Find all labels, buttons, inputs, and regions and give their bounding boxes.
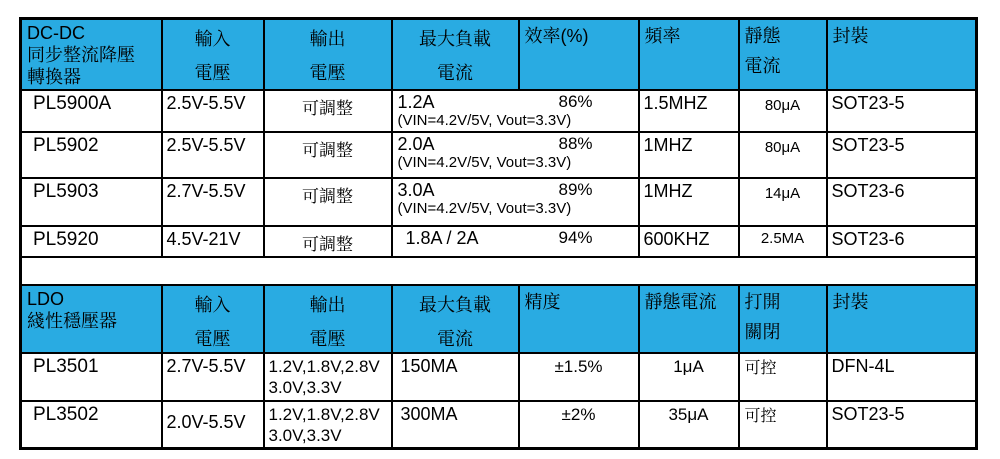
header-line: 頻率 [644, 26, 681, 46]
header-line: 輸入 [194, 29, 231, 49]
header-line: 靜態 [744, 26, 781, 46]
part-cell: PL5900A [21, 90, 162, 132]
ldo-header-package [827, 285, 977, 353]
efficiency-value: 86% [558, 92, 593, 111]
header-line: 電壓 [309, 329, 346, 349]
table-row [21, 178, 977, 226]
part-cell: PL5903 [21, 178, 162, 226]
max-load-cell: 300MA [392, 401, 519, 449]
header-line: 效率(%) [524, 26, 589, 46]
test-condition: (VIN=4.2V/5V, Vout=3.3V) [397, 154, 572, 171]
dcdc-title-cell [21, 19, 162, 91]
output-voltage-line: 1.2V,1.8V,2.8V [268, 405, 380, 424]
spacer-row [21, 257, 977, 285]
max-load-value: 1.8A / 2A [405, 228, 479, 248]
header-line: 電流 [744, 56, 781, 76]
output-voltage-cell: 可調整 [264, 178, 392, 226]
efficiency-value: 88% [558, 134, 593, 153]
onoff-cell: 可控 [739, 353, 827, 401]
max-load-cell: 150MA [392, 353, 519, 401]
header-line: 輸入 [194, 295, 231, 315]
input-voltage-cell: 2.5V-5.5V [162, 90, 264, 132]
dcdc-title-line1: DC-DC [27, 23, 85, 43]
part-cell: PL3501 [21, 353, 162, 401]
output-voltage-cell [264, 401, 392, 449]
max-load-value: 1.2A [397, 92, 435, 112]
header-line: 電流 [437, 63, 473, 83]
input-voltage-cell: 2.5V-5.5V [162, 132, 264, 178]
dcdc-title-line3: 轉換器 [27, 67, 81, 87]
dcdc-header-output-voltage [264, 19, 392, 91]
test-condition: (VIN=4.2V/5V, Vout=3.3V) [397, 200, 572, 217]
header-line: 電壓 [194, 329, 231, 349]
ldo-header-quiescent-current [639, 285, 739, 353]
load-line [398, 228, 634, 248]
max-load-value: 3.0A [397, 180, 435, 200]
quiescent-current-cell: 2.5MA [739, 226, 827, 257]
table-row [21, 90, 977, 132]
accuracy-cell: ±2% [519, 401, 639, 449]
output-voltage-line: 3.0V,3.3V [268, 378, 342, 397]
package-cell: SOT23-5 [827, 132, 977, 178]
ldo-header-onoff [739, 285, 827, 353]
table-row [21, 353, 977, 401]
package-cell: DFN-4L [827, 353, 977, 401]
header-line: 封裝 [832, 292, 869, 312]
ldo-header-output-voltage [264, 285, 392, 353]
load-efficiency-cell [392, 132, 639, 178]
input-voltage-cell: 4.5V-21V [162, 226, 264, 257]
accuracy-cell: ±1.5% [519, 353, 639, 401]
quiescent-current-cell: 1μA [639, 353, 739, 401]
ldo-title-cell [21, 285, 162, 353]
package-cell: SOT23-6 [827, 226, 977, 257]
ldo-header-accuracy [519, 285, 639, 353]
output-voltage-cell: 可調整 [264, 132, 392, 178]
dcdc-header-package [827, 19, 977, 91]
output-voltage-line: 3.0V,3.3V [268, 426, 342, 445]
input-voltage-cell: 2.7V-5.5V [162, 178, 264, 226]
test-condition: (VIN=4.2V/5V, Vout=3.3V) [397, 112, 572, 129]
part-cell: PL5902 [21, 132, 162, 178]
table-row [21, 401, 977, 449]
output-voltage-line: 1.2V,1.8V,2.8V [268, 357, 380, 376]
spacer-cell [21, 257, 977, 285]
ldo-title-line1: LDO [27, 289, 65, 309]
header-line: 靜態電流 [644, 292, 717, 312]
dcdc-header-frequency [639, 19, 739, 91]
dcdc-header-quiescent-current [739, 19, 827, 91]
ldo-header-input-voltage [162, 285, 264, 353]
header-line: 關閉 [744, 322, 781, 342]
part-cell: PL3502 [21, 401, 162, 449]
efficiency-value: 94% [558, 228, 593, 247]
load-line [398, 180, 634, 200]
onoff-cell: 可控 [739, 401, 827, 449]
load-efficiency-cell [392, 90, 639, 132]
header-line: 封裝 [832, 26, 869, 46]
output-voltage-cell: 可調整 [264, 226, 392, 257]
quiescent-current-cell: 14μA [739, 178, 827, 226]
load-line [398, 92, 634, 112]
quiescent-current-cell: 80μA [739, 90, 827, 132]
header-line: 最大負載 [419, 29, 491, 49]
output-voltage-cell [264, 353, 392, 401]
frequency-cell: 1MHZ [639, 132, 739, 178]
load-efficiency-cell [392, 226, 639, 257]
input-voltage-cell: 2.7V-5.5V [162, 353, 264, 401]
dcdc-header-efficiency [519, 19, 639, 91]
quiescent-current-cell: 80μA [739, 132, 827, 178]
header-line: 輸出 [309, 295, 346, 315]
efficiency-value: 89% [558, 180, 593, 199]
load-efficiency-cell [392, 178, 639, 226]
package-cell: SOT23-6 [827, 178, 977, 226]
header-line: 打開 [744, 292, 781, 312]
table-row [21, 132, 977, 178]
dcdc-header-max-load-current [392, 19, 519, 91]
max-load-value: 2.0A [397, 134, 435, 154]
ldo-title-line2: 綫性穩壓器 [27, 311, 117, 331]
output-voltage-cell: 可調整 [264, 90, 392, 132]
frequency-cell: 1.5MHZ [639, 90, 739, 132]
dcdc-title-line2: 同步整流降壓 [27, 45, 135, 65]
dcdc-header-row [21, 19, 977, 91]
header-line: 電流 [437, 329, 473, 349]
table-row [21, 226, 977, 257]
frequency-cell: 600KHZ [639, 226, 739, 257]
header-line: 輸出 [309, 29, 346, 49]
input-voltage-cell: 2.0V-5.5V [162, 401, 264, 449]
header-line: 精度 [524, 292, 561, 312]
package-cell: SOT23-5 [827, 90, 977, 132]
load-line [398, 134, 634, 154]
part-cell: PL5920 [21, 226, 162, 257]
ldo-header-row [21, 285, 977, 353]
spec-table [19, 17, 978, 450]
package-cell: SOT23-5 [827, 401, 977, 449]
dcdc-header-input-voltage [162, 19, 264, 91]
header-line: 電壓 [309, 63, 346, 83]
quiescent-current-cell: 35μA [639, 401, 739, 449]
frequency-cell: 1MHZ [639, 178, 739, 226]
header-line: 電壓 [194, 63, 231, 83]
header-line: 最大負載 [419, 295, 491, 315]
ldo-header-max-load-current [392, 285, 519, 353]
